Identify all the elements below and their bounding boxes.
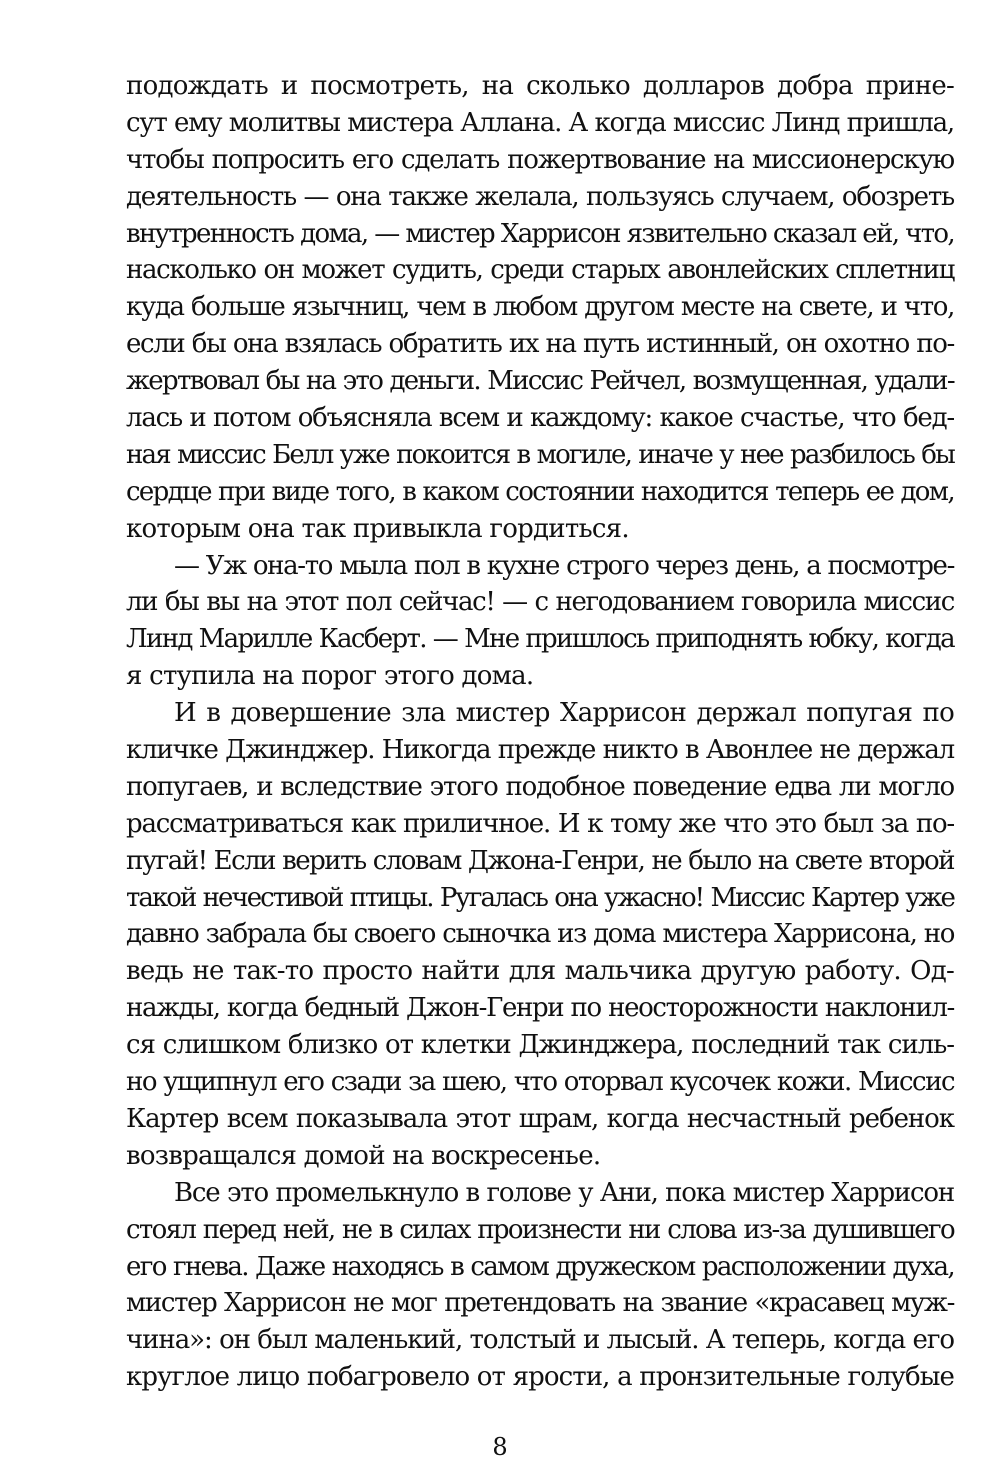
text-line: насколько он может судить, среди старых авонлейских сплетниц (126, 255, 954, 286)
text-line: пугай! Если верить словам Джона-Генри, не было на свете второй (126, 845, 954, 876)
paragraph-first-line: И в довершение зла мистер Харрисон держал попугая по (174, 698, 954, 729)
text-line: ведь не так-то просто найти для мальчика другую работу. Од- (126, 956, 954, 987)
text-line: ли бы вы на этот пол сейчас! — с негодованием говорила миссис (126, 587, 954, 618)
text-line: сердце при виде того, в каком состоянии находится теперь ее дом, (126, 476, 954, 507)
paragraph-first-line: Все это промелькнуло в голове у Ани, пока мистер Харрисон (174, 1177, 954, 1208)
text-line: я ступила на порог этого дома. (126, 661, 534, 692)
text-line: Линд Марилле Касберт. — Мне пришлось приподнять юбку, когда (126, 624, 954, 655)
text-line: ная миссис Белл уже покоится в могиле, иначе у нее разбилось бы (126, 439, 954, 470)
text-line: рассматриваться как приличное. И к тому же что это был за по- (126, 808, 954, 839)
text-line: возвращался домой на воскресенье. (126, 1140, 601, 1171)
text-line: кличке Джинджер. Никогда прежде никто в Авонлее не держал (126, 735, 954, 766)
text-line: круглое лицо побагровело от ярости, а пронзительные голубые (126, 1362, 954, 1393)
text-line: если бы она взялась обратить их на путь истинный, он охотно по- (126, 329, 954, 360)
text-line: нажды, когда бедный Джон-Генри по неосторожности наклонил- (126, 993, 954, 1024)
text-line: ся слишком близко от клетки Джинджера, последний так силь- (126, 1030, 954, 1061)
text-line: сут ему молитвы мистера Аллана. А когда миссис Линд пришла, (126, 107, 954, 138)
text-line: чтобы попросить его сделать пожертвование на миссионерскую (126, 144, 954, 175)
text-line: внутренность дома, — мистер Харрисон язвительно сказал ей, что, (126, 218, 954, 249)
text-line: мистер Харрисон не мог претендовать на звание «красавец муж- (126, 1288, 954, 1319)
page-number: 8 (492, 1433, 508, 1461)
text-line: но ущипнул его сзади за шею, что оторвал кусочек кожи. Миссис (126, 1067, 954, 1098)
text-line: давно забрала бы своего сыночка из дома мистера Харрисона, но (126, 919, 954, 950)
text-line: его гнева. Даже находясь в самом дружеском расположении духа, (126, 1251, 954, 1282)
text-line: куда больше язычниц, чем в любом другом месте на свете, и что, (126, 292, 954, 323)
text-line: попугаев, и вследствие этого подобное поведение едва ли могло (126, 771, 954, 802)
text-line: жертвовал бы на это деньги. Миссис Рейчел, возмущенная, удали- (126, 366, 954, 397)
paragraph-first-line: — Уж она-то мыла пол в кухне строго через день, а посмотре- (174, 550, 954, 581)
text-line: которым она так привыкла гордиться. (126, 513, 629, 544)
text-line: подождать и посмотреть, на сколько долларов добра прине- (126, 71, 954, 101)
text-line: такой нечестивой птицы. Ругалась она ужасно! Миссис Картер уже (126, 882, 954, 913)
text-line: лась и потом объясняла всем и каждому: какое счастье, что бед- (126, 403, 954, 434)
body-text (126, 68, 954, 1396)
text-line: Картер всем показывала этот шрам, когда несчастный ребенок (126, 1103, 954, 1134)
text-line: чина»: он был маленький, толстый и лысый. А теперь, когда его (126, 1325, 954, 1356)
text-line: деятельность — она также желала, пользуясь случаем, обозреть (126, 181, 954, 212)
text-line: стоял перед ней, не в силах произнести ни слова из-за душившего (126, 1214, 954, 1245)
